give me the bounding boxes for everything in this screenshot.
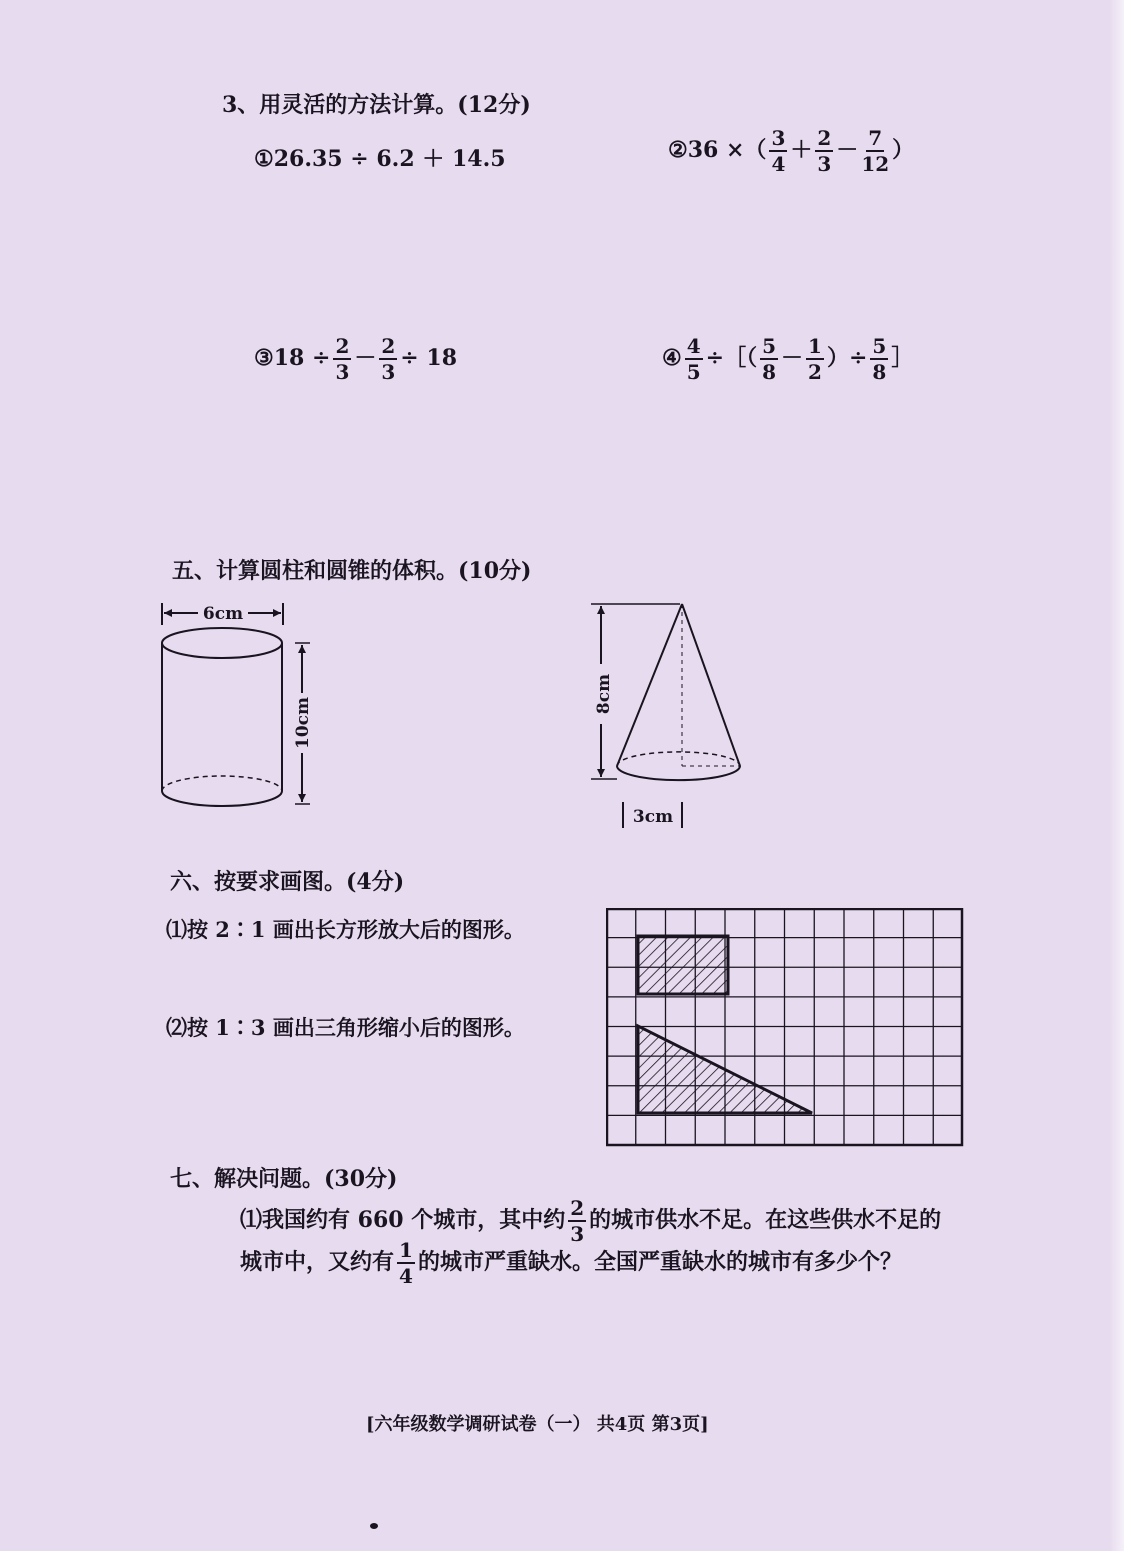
ink-dot xyxy=(370,1523,378,1529)
problem-1-line-1: ⑴我国约有 660 个城市，其中约 $\frac{2}{3}$ 的城市供水不足。在这些供水不足的 xyxy=(240,1196,942,1246)
fraction: $\frac{1}{4}$ xyxy=(399,1238,413,1288)
draw-question-2: ⑵按 1∶3 画出三角形缩小后的图形。 xyxy=(166,1015,525,1040)
fraction: $\frac{2}{3}$ xyxy=(817,126,832,176)
page-footer: [六年级数学调研试卷（一） 共4页 第3页] xyxy=(366,1414,709,1435)
fraction: $\frac{2}{3}$ xyxy=(570,1196,585,1246)
section3-heading: 3、用灵活的方法计算。(12分) xyxy=(222,92,531,118)
cone-height-label: 8cm xyxy=(594,673,614,715)
cylinder-height-label: 10cm xyxy=(293,697,313,749)
drawing-grid[interactable] xyxy=(606,908,964,1148)
problem-1-line-2: 城市中，又约有 $\frac{1}{4}$ 的城市严重缺水。全国严重缺水的城市有多少个？ xyxy=(240,1238,902,1288)
expression-2: ②36 ×（ $\frac{3}{4}$ ＋ $\frac{2}{3}$ － $\frac{7}{12}$ ） xyxy=(668,126,915,176)
section5-heading: 五、计算圆柱和圆锥的体积。(10分) xyxy=(172,558,532,584)
fraction: $\frac{2}{3}$ xyxy=(335,334,350,384)
page-edge xyxy=(1110,0,1124,1551)
cone-figure xyxy=(585,596,760,836)
fraction: $\frac{5}{8}$ xyxy=(872,334,887,384)
cylinder-diameter-label: 6cm xyxy=(202,604,244,624)
fraction: $\frac{1}{2}$ xyxy=(808,334,822,384)
section6-heading: 六、按要求画图。(4分) xyxy=(170,869,405,895)
expression-1: ①26.35 ÷ 6.2 ＋ 14.5 xyxy=(254,146,506,172)
fraction: $\frac{5}{8}$ xyxy=(762,334,777,384)
section7-heading: 七、解决问题。(30分) xyxy=(170,1166,398,1192)
cylinder-figure xyxy=(150,595,330,820)
fraction: $\frac{3}{4}$ xyxy=(771,126,786,176)
fraction: $\frac{2}{3}$ xyxy=(381,334,396,384)
fraction: $\frac{7}{12}$ xyxy=(861,126,890,176)
fraction: $\frac{4}{5}$ xyxy=(686,334,701,384)
draw-question-1: ⑴按 2∶1 画出长方形放大后的图形。 xyxy=(166,917,525,942)
expression-3: ③18 ÷ $\frac{2}{3}$ － $\frac{2}{3}$ ÷ 18 xyxy=(254,334,458,384)
cone-radius-label: 3cm xyxy=(632,807,674,827)
expression-4: ④ $\frac{4}{5}$ ÷［（ $\frac{5}{8}$ － $\frac{1}{2}$ ）÷ $\frac{5}{8}$ ］ xyxy=(662,334,914,384)
shaded-rectangle xyxy=(638,936,728,994)
